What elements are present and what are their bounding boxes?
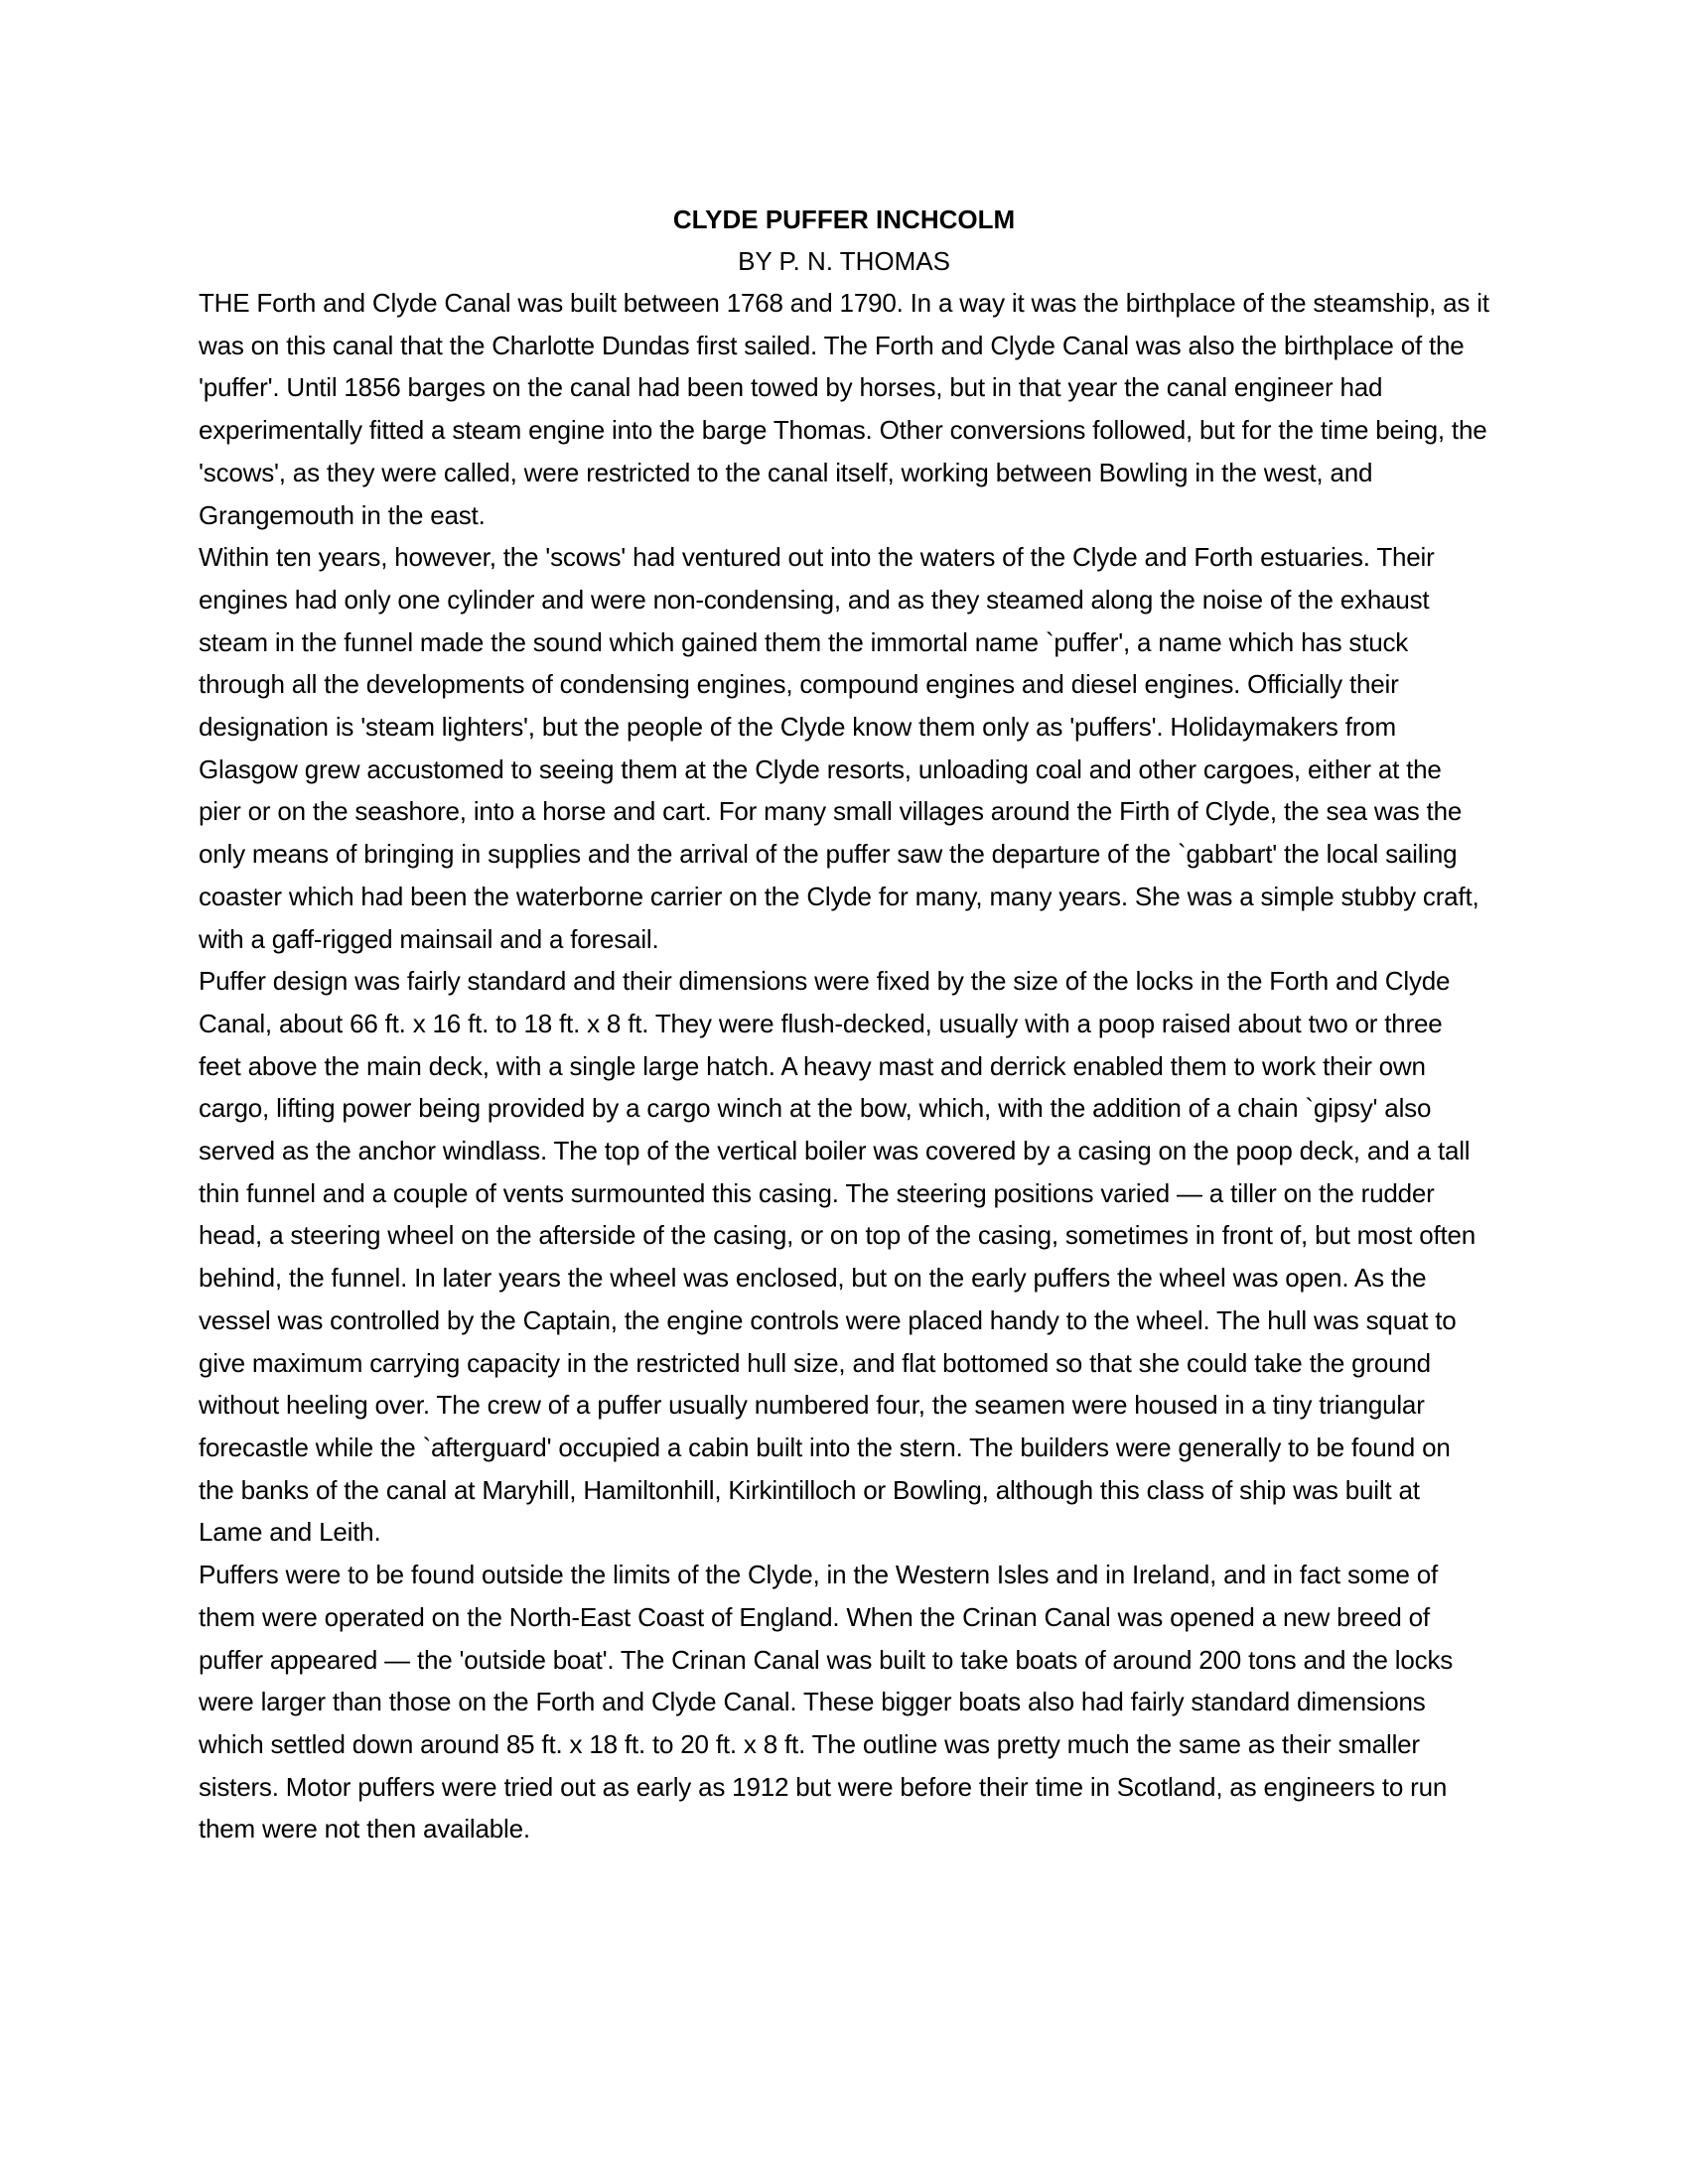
document-title: CLYDE PUFFER INCHCOLM [672,205,1016,234]
document-page [199,199,1489,1850]
paragraph-2: Within ten years, however, the 'scows' had ventured out into the waters of the Clyde and Forth estuaries. Their engines had only one cylinder and were non-condensing, and as they steamed along the noise of the exhaust steam in the funnel made the sound which gained them the immortal name `puffer', a name which has stuck through all the developments of condensing engines, compound engines and diesel engines. Officially their designation is 'steam lighters', but the people of the Clyde know them only as 'puffers'. Holidaymakers from Glasgow grew accustomed to seeing them at the Clyde resorts, unloading coal and other cargoes, either at the pier or on the seashore, into a horse and cart. For many small villages around the Firth of Clyde, the sea was the only means of bringing in supplies and the arrival of the puffer saw the departure of the `gabbart' the local sailing coaster which had been the waterborne carrier on the Clyde for many, many years. She was a simple stubby craft, with a gaff-rigged mainsail and a foresail. [199,542,1479,954]
author-byline: BY P. N. THOMAS [738,246,950,276]
paragraph-3: Puffer design was fairly standard and their dimensions were fixed by the size of the locks in the Forth and Clyde Canal, about 66 ft. x 16 ft. to 18 ft. x 8 ft. They were flush-decked, usually with a poop raised about two or three feet above the main deck, with a single large hatch. A heavy mast and derrick enabled them to work their own cargo, lifting power being provided by a cargo winch at the bow, which, with the addition of a chain `gipsy' also served as the anchor windlass. The top of the vertical boiler was covered by a casing on the poop deck, and a tall thin funnel and a couple of vents surmounted this casing. The steering positions varied — a tiller on the rudder head, a steering wheel on the afterside of the casing, or on top of the casing, sometimes in front of, but most often behind, the funnel. In later years the wheel was enclosed, but on the early puffers the wheel was open. As the vessel was controlled by the Captain, the engine controls were placed handy to the wheel. The hull was squat to give maximum carrying capacity in the restricted hull size, and flat bottomed so that she could take the ground without heeling over. The crew of a puffer usually numbered four, the seamen were housed in a tiny triangular forecastle while the `afterguard' occupied a cabin built into the stern. The builders were generally to be found on the banks of the canal at Maryhill, Hamiltonhill, Kirkintilloch or Bowling, although this class of ship was built at Lame and Leith. [199,966,1477,1548]
paragraph-1: THE Forth and Clyde Canal was built between 1768 and 1790. In a way it was the birthplace of the steamship, as it was on this canal that the Charlotte Dundas first sailed. The Forth and Clyde Canal was also the birthplace of the 'puffer'. Until 1856 barges on the canal had been towed by horses, but in that year the canal engineer had experimentally fitted a steam engine into the barge Thomas. Other conversions followed, but for the time being, the 'scows', as they were called, were restricted to the canal itself, working between Bowling in the west, and Grangemouth in the east. [199,288,1489,530]
paragraph-4: Puffers were to be found outside the limits of the Clyde, in the Western Isles and in Ireland, and in fact some of them were operated on the North-East Coast of England. When the Crinan Canal was opened a new breed of puffer appeared — the 'outside boat'. The Crinan Canal was built to take boats of around 200 tons and the locks were larger than those on the Forth and Clyde Canal. These bigger boats also had fairly standard dimensions which settled down around 85 ft. x 18 ft. to 20 ft. x 8 ft. The outline was pretty much the same as their smaller sisters. Motor puffers were tried out as early as 1912 but were before their time in Scotland, as engineers to run them were not then available. [199,1560,1454,1844]
